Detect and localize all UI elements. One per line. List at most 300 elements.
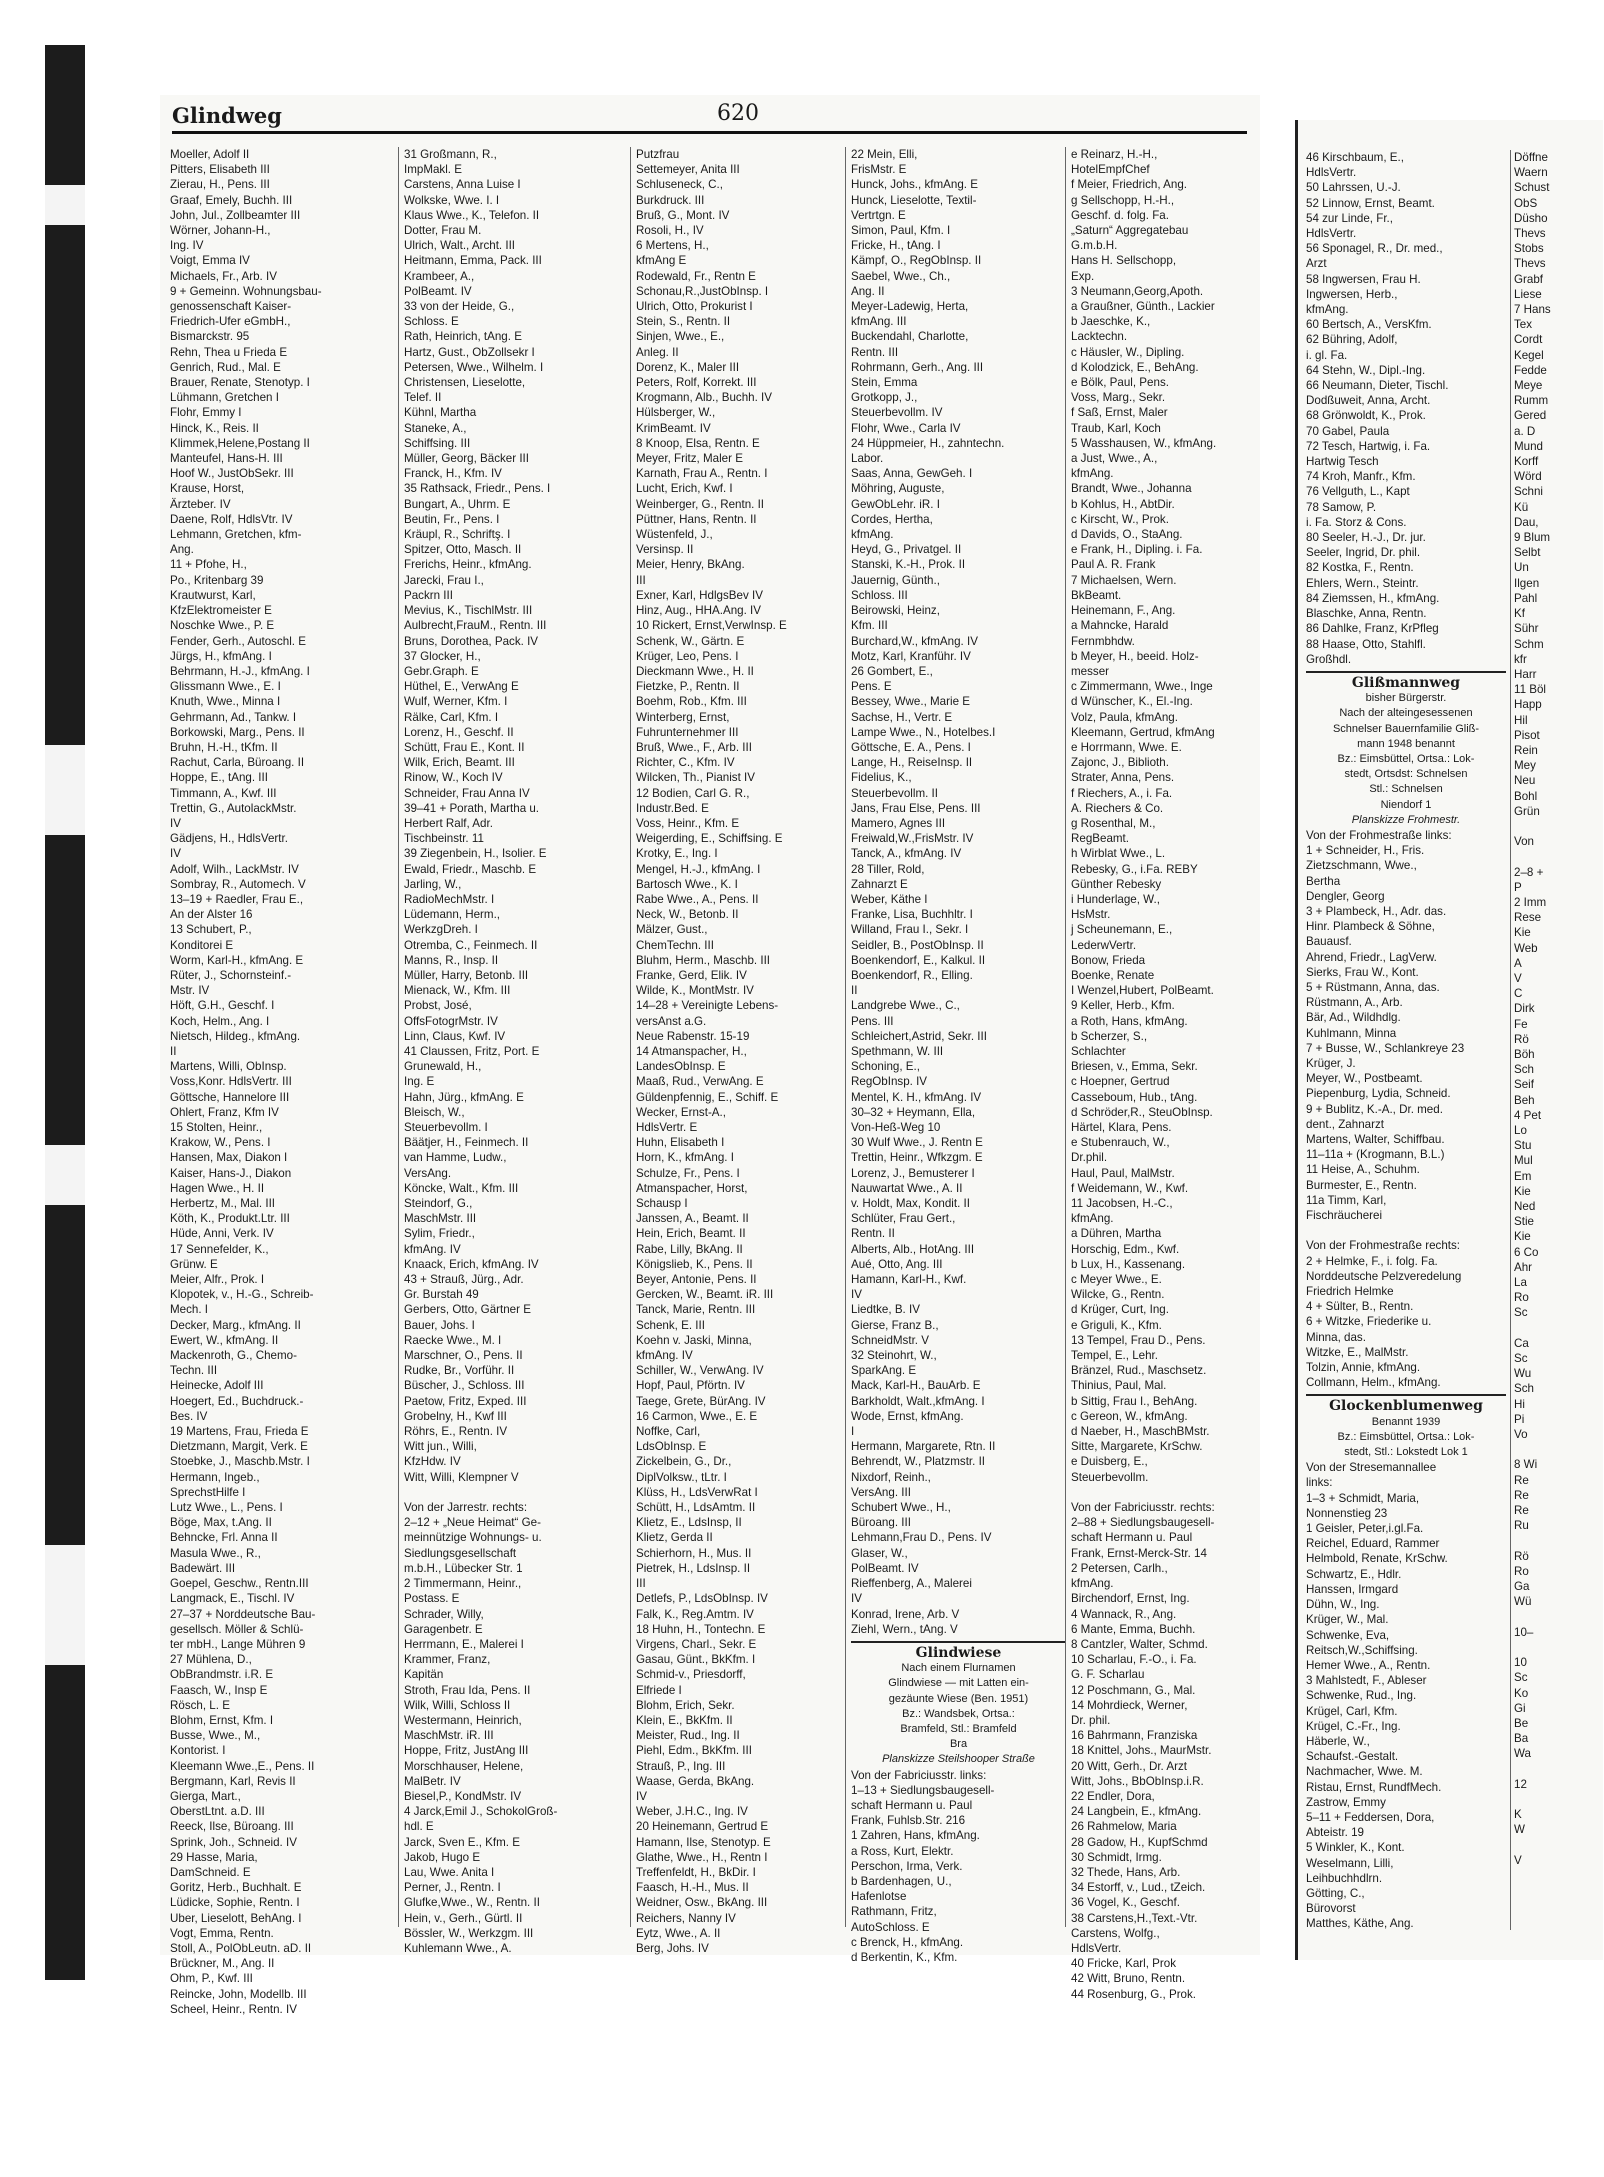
directory-entry: 18 Knittel, Johs., MaurMstr. bbox=[1071, 1744, 1212, 1758]
directory-entry: Barkholdt, Walt.,kfmAng. I bbox=[851, 1394, 985, 1408]
directory-entry: Bohl bbox=[1514, 789, 1538, 803]
directory-entry: Trettin, Heinr., Wfkzgm. E bbox=[851, 1151, 983, 1165]
directory-entry: SparkAng. E bbox=[851, 1364, 917, 1378]
directory-entry bbox=[1514, 849, 1604, 864]
directory-entry: Rein bbox=[1514, 743, 1538, 757]
directory-entry: Michaels, Fr., Arb. IV bbox=[170, 269, 277, 283]
directory-entry: Düsho bbox=[1514, 211, 1548, 225]
directory-entry: 17 Sennefelder, K., bbox=[170, 1242, 269, 1256]
directory-entry: 50 Lahrssen, U.-J. bbox=[1306, 181, 1401, 195]
directory-entry: Rosoli, H., IV bbox=[636, 224, 704, 238]
directory-entry: d Kolodzick, E., BehAng. bbox=[1071, 360, 1199, 374]
directory-entry: 39–41 + Porath, Martha u. bbox=[404, 801, 540, 815]
street-intro-line: Benannt 1939 bbox=[1371, 1415, 1441, 1428]
directory-entry: 19 Martens, Frau, Frieda E bbox=[170, 1425, 309, 1439]
directory-entry: Schust bbox=[1514, 181, 1550, 195]
directory-entry: Rentn. III bbox=[851, 345, 899, 359]
directory-entry: Mack, Karl-H., BauArb. E bbox=[851, 1379, 981, 1393]
directory-entry: f Saß, Ernst, Maler bbox=[1071, 406, 1168, 420]
directory-entry: Kühnl, Martha bbox=[404, 406, 477, 420]
directory-entry: Rälke, Carl, Kfm. I bbox=[404, 710, 499, 724]
street-title: Glindweg bbox=[172, 103, 282, 128]
directory-entry: Putzfrau bbox=[636, 148, 680, 161]
directory-entry: Aulbrecht,FrauM., Rentn. III bbox=[404, 619, 547, 633]
directory-entry: kfmAng E bbox=[636, 254, 687, 268]
directory-entry: Hamann, Ilse, Stenotyp. E bbox=[636, 1835, 771, 1849]
directory-entry: Krügel, C.-Fr., Ing. bbox=[1306, 1719, 1401, 1733]
directory-entry: Neck, W., Betonb. II bbox=[636, 908, 739, 922]
directory-entry: Maaß, Rud., VerwAng. E bbox=[636, 1075, 764, 1089]
directory-entry: WerkzgDreh. I bbox=[404, 923, 478, 937]
directory-entry: Huhn, Elisabeth I bbox=[636, 1136, 725, 1150]
directory-entry: Weinberger, G., Rentn. II bbox=[636, 497, 765, 511]
directory-entry: d Wünscher, K., El.-Ing. bbox=[1071, 695, 1193, 709]
directory-entry: d Naeber, H., MaschBMstr. bbox=[1071, 1425, 1210, 1439]
directory-entry: Arzt bbox=[1306, 257, 1327, 271]
directory-entry: Helmbold, Renate, KrSchw. bbox=[1306, 1552, 1448, 1566]
directory-entry: 82 Kostka, F., Rentn. bbox=[1306, 561, 1414, 575]
directory-entry: Bonow, Frieda bbox=[1071, 953, 1146, 967]
directory-entry: PolBeamt. IV bbox=[404, 284, 472, 298]
directory-entry: Konditorei E bbox=[170, 938, 234, 952]
directory-entry: 88 Haase, Otto, Stahlfl. bbox=[1306, 637, 1426, 651]
street-heading: Glockenblumenweg bbox=[1306, 1394, 1506, 1414]
directory-entry: A bbox=[1514, 956, 1522, 970]
directory-entry: Weber, J.H.C., Ing. IV bbox=[636, 1805, 748, 1819]
directory-entry: Von der Frohmestraße links: bbox=[1306, 828, 1452, 842]
directory-entry: Rentn. II bbox=[851, 1227, 895, 1241]
directory-entry: Hagen Wwe., H. II bbox=[170, 1181, 265, 1195]
directory-entry: 13 Tempel, Frau D., Pens. bbox=[1071, 1333, 1206, 1347]
directory-entry: Ingwersen, Herb., bbox=[1306, 287, 1398, 301]
directory-entry: Waern bbox=[1514, 166, 1548, 180]
directory-entry: Witt, Johs., BbObInsp.i.R. bbox=[1071, 1774, 1204, 1788]
directory-entry: A. Riechers & Co. bbox=[1071, 801, 1164, 815]
directory-entry: 43 + Strauß, Jürg., Adr. bbox=[404, 1273, 524, 1287]
directory-entry: a Just, Wwe., A., bbox=[1071, 452, 1158, 466]
directory-entry: 11a Timm, Karl, bbox=[1306, 1193, 1387, 1207]
directory-entry: Seidler, B., PostObInsp. II bbox=[851, 938, 984, 952]
directory-entry: Von-Heß-Weg 10 bbox=[851, 1121, 941, 1134]
directory-entry: Kf bbox=[1514, 607, 1525, 621]
next-page-column-1 bbox=[1306, 150, 1506, 1930]
directory-entry: 5 Wasshausen, W., kfmAng. bbox=[1071, 436, 1217, 450]
directory-entry: Saebel, Wwe., Ch., bbox=[851, 269, 951, 283]
directory-entry: Rinow, W., Koch IV bbox=[404, 771, 503, 785]
directory-entry: Götting, C., bbox=[1306, 1886, 1365, 1900]
directory-entry: Gebr.Graph. E bbox=[404, 664, 479, 678]
directory-entry: I bbox=[851, 1425, 855, 1439]
directory-entry: Bismarckstr. 95 bbox=[170, 330, 250, 344]
directory-entry: GewObLehr. iR. I bbox=[851, 497, 940, 511]
directory-entry: f Riechers, A., i. Fa. bbox=[1071, 786, 1173, 800]
directory-entry: Schluseneck, C., bbox=[636, 178, 723, 192]
directory-entry: schaft Hermann u. Paul bbox=[1071, 1531, 1193, 1545]
directory-entry: Koch, Helm., Ang. I bbox=[170, 1014, 270, 1028]
directory-entry: Meye bbox=[1514, 379, 1543, 393]
directory-entry bbox=[404, 1485, 629, 1500]
directory-entry: Fernmbhdw. bbox=[1071, 634, 1135, 648]
directory-entry: Meyer, W., Postbeamt. bbox=[1306, 1072, 1423, 1086]
directory-entry: Falk, K., Reg.Amtm. IV bbox=[636, 1607, 754, 1621]
directory-entry: e Duisberg, E., bbox=[1071, 1455, 1148, 1469]
directory-entry: Schoning, E., bbox=[851, 1060, 920, 1074]
directory-entry: 1 Zahren, Hans, kfmAng. bbox=[851, 1829, 980, 1843]
directory-entry: Haul, Paul, MalMstr. bbox=[1071, 1166, 1175, 1180]
directory-entry: Knaack, Erich, kfmAng. IV bbox=[404, 1257, 539, 1271]
directory-entry: Bruns, Dorothea, Pack. IV bbox=[404, 634, 539, 648]
directory-entry: ImpMakl. E bbox=[404, 163, 462, 177]
directory-entry: Ko bbox=[1514, 1686, 1529, 1700]
directory-entry: 28 Gadow, H., KupfSchmd bbox=[1071, 1835, 1208, 1849]
directory-entry: kfmAng. bbox=[1071, 1577, 1114, 1591]
directory-entry: Rö bbox=[1514, 1032, 1529, 1046]
binding-strip bbox=[45, 45, 85, 1980]
directory-entry: Königslieb, K., Pens. II bbox=[636, 1257, 753, 1271]
directory-entry: Nachmacher, Wwe. M. bbox=[1306, 1765, 1423, 1779]
directory-entry: Pi bbox=[1514, 1412, 1525, 1426]
directory-entry: Strater, Anna, Pens. bbox=[1071, 771, 1175, 785]
directory-entry: Wü bbox=[1514, 1595, 1532, 1609]
directory-entry: c Brenck, H., kfmAng. bbox=[851, 1935, 964, 1949]
directory-entry: Gasau, Günt., BkKfm. I bbox=[636, 1653, 756, 1667]
directory-entry: 27 Mühlena, D., bbox=[170, 1653, 252, 1667]
directory-entry: kfr bbox=[1514, 652, 1527, 666]
directory-entry: Exp. bbox=[1071, 269, 1095, 283]
directory-entry: Schwartz, E., Hdlr. bbox=[1306, 1567, 1402, 1581]
directory-entry: G.m.b.H. bbox=[1071, 239, 1118, 253]
directory-entry: Schütt, H., LdsAmtm. II bbox=[636, 1501, 756, 1515]
directory-entry: MalBetr. IV bbox=[404, 1774, 461, 1788]
directory-entry: Burmester, E., Rentn. bbox=[1306, 1178, 1417, 1192]
directory-entry: Konrad, Irene, Arb. V bbox=[851, 1607, 960, 1621]
directory-entry: 11 Heise, A., Schuhm. bbox=[1306, 1163, 1420, 1177]
directory-entry: Meister, Rud., Ing. II bbox=[636, 1729, 740, 1743]
directory-entry: Jürgs, H., kfmAng. I bbox=[170, 649, 272, 663]
directory-entry: Hermann, Margarete, Rtn. II bbox=[851, 1440, 996, 1454]
directory-entry: Krogmann, Alb., Buchh. IV bbox=[636, 391, 772, 405]
directory-entry: 52 Linnow, Ernst, Beamt. bbox=[1306, 196, 1435, 210]
directory-entry: Jakob, Hugo E bbox=[404, 1850, 481, 1864]
directory-entry: Nietsch, Hildeg., kfmAng. bbox=[170, 1029, 301, 1043]
directory-entry: Hopf, Paul, Pförtn. IV bbox=[636, 1379, 745, 1393]
directory-entry: HotelEmpfChef bbox=[1071, 163, 1150, 177]
directory-entry: Faasch, W., Insp E bbox=[170, 1683, 268, 1697]
directory-entry: Eytz, Wwe., A. II bbox=[636, 1926, 721, 1940]
directory-entry: 9 Keller, Herb., Kfm. bbox=[1071, 999, 1175, 1013]
directory-entry: Herbert Ralf, Adr. bbox=[404, 816, 493, 830]
directory-entry: Fedde bbox=[1514, 363, 1547, 377]
directory-entry: Flohr, Emmy I bbox=[170, 406, 242, 420]
directory-entry: Krüger, J. bbox=[1306, 1056, 1356, 1070]
directory-entry: v. Holdt, Max, Kondit. II bbox=[851, 1197, 970, 1211]
directory-entry: Mund bbox=[1514, 439, 1544, 453]
directory-entry: Dirk bbox=[1514, 1002, 1535, 1016]
street-intro-line: Nach der alteingesessenen bbox=[1339, 707, 1473, 720]
directory-entry: e Reinarz, H.-H., bbox=[1071, 148, 1158, 161]
directory-entry: Büroang. III bbox=[851, 1516, 911, 1530]
directory-entry: Meier, Henry, BkAng. bbox=[636, 558, 745, 572]
directory-entry: Garagenbetr. E bbox=[404, 1622, 483, 1636]
directory-entry: KrimBeamt. IV bbox=[636, 421, 711, 435]
directory-entry: Schenk, W., Gärtn. E bbox=[636, 634, 745, 648]
directory-entry: Weselmann, Lilli, bbox=[1306, 1856, 1394, 1870]
directory-entry: Weigerding, E., Schiffsing. E bbox=[636, 832, 783, 846]
street-intro-line: Bz.: Eimsbüttel, Ortsa.: Lok- bbox=[1337, 1430, 1475, 1443]
directory-entry: Reichers, Nanny IV bbox=[636, 1911, 736, 1925]
directory-entry: Klein, E., BkKfm. II bbox=[636, 1713, 733, 1727]
directory-entry: 74 Kroh, Manfr., Kfm. bbox=[1306, 470, 1416, 484]
directory-entry: Goepel, Geschw., Rentn.III bbox=[170, 1577, 309, 1591]
directory-entry: Krüger, W., Mal. bbox=[1306, 1613, 1389, 1627]
street-intro-line: stedt, Stl.: Lokstedt Lok 1 bbox=[1344, 1446, 1468, 1459]
directory-entry: 9 + Gemeinn. Wohnungsbau- bbox=[170, 284, 322, 298]
directory-entry: Rüstmann, A., Arb. bbox=[1306, 996, 1403, 1010]
directory-entry: 14 Atmanspacher, H., bbox=[636, 1044, 747, 1058]
directory-entry: 76 Vellguth, L., Kapt bbox=[1306, 485, 1410, 499]
directory-entry: e Frank, H., Dipling. i. Fa. bbox=[1071, 543, 1203, 557]
directory-entry: Dorenz, K., Maler III bbox=[636, 360, 740, 374]
directory-entry: Bauausf. bbox=[1306, 935, 1352, 949]
directory-entry: Treffenfeldt, H., BkDir. I bbox=[636, 1865, 756, 1879]
directory-entry: Behncke, Frl. Anna II bbox=[170, 1531, 278, 1545]
directory-entry: Alberts, Alb., HotAng. III bbox=[851, 1242, 975, 1256]
directory-entry: schaft Hermann u. Paul bbox=[851, 1798, 973, 1812]
directory-entry: Glufke,Wwe., W., Rentn. II bbox=[404, 1896, 540, 1910]
directory-entry: Boenkendorf, R., Elling. bbox=[851, 968, 973, 982]
directory-entry: Morschhauser, Helene, bbox=[404, 1759, 524, 1773]
directory-entry: kfmAng. IV bbox=[636, 1349, 693, 1363]
directory-entry: HsMstr. bbox=[1071, 908, 1111, 922]
next-page-column-2 bbox=[1510, 150, 1604, 1930]
directory-entry: Sachse, H., Vertr. E bbox=[851, 710, 953, 724]
directory-entry: Gierse, Franz B., bbox=[851, 1318, 939, 1332]
directory-entry: Bes. IV bbox=[170, 1409, 208, 1423]
directory-entry: Beutin, Fr., Pens. I bbox=[404, 512, 500, 526]
directory-entry: Klüss, H., LdsVerwRat I bbox=[636, 1485, 758, 1499]
directory-entry: Heinemann, F., Ang. bbox=[1071, 604, 1176, 618]
directory-entry: Industr.Bed. E bbox=[636, 801, 709, 815]
directory-entry: Stroth, Frau Ida, Pens. II bbox=[404, 1683, 531, 1697]
directory-entry: 13 Schubert, P., bbox=[170, 923, 252, 937]
directory-entry: LandesObInsp. E bbox=[636, 1060, 726, 1074]
directory-entry: Tanck, Marie, Rentn. III bbox=[636, 1303, 756, 1317]
directory-entry: Sch bbox=[1514, 1382, 1534, 1396]
directory-entry: 8 Cantzler, Walter, Schmd. bbox=[1071, 1637, 1208, 1651]
directory-entry: c Zimmermann, Wwe., Inge bbox=[1071, 680, 1213, 694]
directory-entry: Klietz, Gerda II bbox=[636, 1531, 713, 1545]
directory-entry: Frank, Ernst-Merck-Str. 14 bbox=[1071, 1546, 1207, 1560]
directory-entry: Sühr bbox=[1514, 622, 1539, 636]
directory-entry: Voss,Konr. HdlsVertr. III bbox=[170, 1075, 292, 1089]
directory-entry: Boehm, Rob., Kfm. III bbox=[636, 695, 747, 709]
directory-entry: 68 Grönwoldt, K., Prok. bbox=[1306, 409, 1426, 423]
directory-entry: Bertha bbox=[1306, 874, 1341, 888]
directory-entry: Cordt bbox=[1514, 333, 1543, 347]
directory-entry: Genrich, Rud., Mal. E bbox=[170, 360, 281, 374]
directory-entry: Wa bbox=[1514, 1747, 1531, 1761]
directory-entry: Grünw. E bbox=[170, 1257, 218, 1271]
directory-entry: Bessey, Wwe., Marie E bbox=[851, 695, 970, 709]
directory-entry: G. F. Scharlau bbox=[1071, 1668, 1145, 1682]
directory-entry: Telef. II bbox=[404, 391, 442, 405]
directory-entry: messer bbox=[1071, 664, 1110, 678]
directory-entry: Müller, Harry, Betonb. III bbox=[404, 968, 529, 982]
directory-entry: Carstens, Anna Luise I bbox=[404, 178, 521, 192]
directory-entry: Noffke, Carl, bbox=[636, 1425, 701, 1439]
directory-entry: Mul bbox=[1514, 1154, 1533, 1168]
directory-entry: HdlsVertr. bbox=[1071, 1941, 1122, 1955]
directory-entry: Happ bbox=[1514, 698, 1542, 712]
directory-entry: Karnath, Frau A., Rentn. I bbox=[636, 467, 768, 481]
directory-entry: Lorenz, J., Bemusterer I bbox=[851, 1166, 975, 1180]
directory-entry: 10 Rickert, Ernst,VerwInsp. E bbox=[636, 619, 787, 633]
directory-entry: Schiller, W., VerwAng. IV bbox=[636, 1364, 764, 1378]
directory-entry: Krügel, Carl, Kfm. bbox=[1306, 1704, 1398, 1718]
directory-entry: HdlsVertr. bbox=[1306, 166, 1357, 180]
directory-entry: 14–28 + Vereinigte Lebens- bbox=[636, 999, 779, 1013]
directory-entry: c Häusler, W., Dipling. bbox=[1071, 345, 1185, 359]
directory-entry: Krüger, Leo, Pens. I bbox=[636, 649, 739, 663]
directory-entry: Grobelny, H., Kwf III bbox=[404, 1409, 507, 1423]
directory-entry: Anleg. II bbox=[636, 345, 679, 359]
directory-entry: Bär, Ad., Wildhdlg. bbox=[1306, 1011, 1401, 1025]
directory-entry: Flohr, Wwe., Carla IV bbox=[851, 421, 961, 435]
directory-entry: Heinecke, Adolf III bbox=[170, 1379, 264, 1393]
directory-entry: Em bbox=[1514, 1169, 1532, 1183]
directory-entry: Zajonc, J., Biblioth. bbox=[1071, 756, 1169, 770]
directory-entry: K bbox=[1514, 1808, 1522, 1822]
directory-entry: Pietrek, H., LdsInsp. II bbox=[636, 1561, 751, 1575]
directory-entry: Exner, Karl, HdlgsBev IV bbox=[636, 588, 763, 602]
directory-entry: Ing. E bbox=[404, 1075, 435, 1089]
directory-entry: 1–13 + Siedlungsbaugesell- bbox=[851, 1783, 995, 1797]
directory-entry: Hahn, Jürg., kfmAng. E bbox=[404, 1090, 524, 1104]
directory-entry: Lau, Wwe. Anita I bbox=[404, 1865, 495, 1879]
directory-entry: g Rosenthal, M., bbox=[1071, 816, 1156, 830]
directory-entry: Franck, H., Kfm. IV bbox=[404, 467, 502, 481]
directory-entry: Köth, K., Produkt.Ltr. III bbox=[170, 1212, 290, 1226]
directory-entry: 41 Claussen, Fritz, Port. E bbox=[404, 1044, 540, 1058]
directory-entry: IV bbox=[851, 1592, 862, 1606]
directory-entry: Stoebke, J., Maschb.Mstr. I bbox=[170, 1455, 310, 1469]
street-intro-line: Bra bbox=[949, 1738, 968, 1751]
directory-entry: hdl. E bbox=[404, 1820, 434, 1834]
directory-entry: 13–19 + Raedler, Frau E., bbox=[170, 892, 304, 906]
directory-entry: 6 + Witzke, Friederike u. bbox=[1306, 1315, 1432, 1329]
directory-entry: Dieckmann Wwe., H. II bbox=[636, 664, 754, 678]
directory-entry: Stanski, K.-H., Prok. II bbox=[851, 558, 966, 572]
directory-entry: kfmAng. IV bbox=[404, 1242, 461, 1256]
directory-entry: Lucht, Erich, Kwf. I bbox=[636, 482, 733, 496]
directory-entry: a Roth, Hans, kfmAng. bbox=[1071, 1014, 1188, 1028]
directory-entry: Ang. bbox=[170, 543, 194, 557]
directory-entry: Dühn, W., Ing. bbox=[1306, 1598, 1380, 1612]
directory-entry: Schni bbox=[1514, 485, 1544, 499]
street-heading: Glindwiese bbox=[851, 1641, 1066, 1661]
directory-entry: Neu bbox=[1514, 774, 1536, 788]
directory-entry: Böh bbox=[1514, 1047, 1535, 1061]
directory-entry: Stu bbox=[1514, 1139, 1532, 1153]
directory-entry: ChemTechn. III bbox=[636, 938, 714, 952]
directory-entry: Fe bbox=[1514, 1017, 1528, 1031]
directory-entry: 78 Samow, P. bbox=[1306, 500, 1377, 514]
directory-entry: Wulf, Werner, Kfm. I bbox=[404, 695, 508, 709]
directory-entry: Gierga, Mart., bbox=[170, 1789, 241, 1803]
directory-entry: Häberle, W., bbox=[1306, 1734, 1370, 1748]
directory-entry: Schenk, E. III bbox=[636, 1318, 705, 1332]
directory-entry: Steuerbevollm. IV bbox=[851, 406, 943, 420]
directory-entry: Spethmann, W. III bbox=[851, 1044, 944, 1058]
directory-entry: „Saturn“ Aggregatebau bbox=[1071, 224, 1189, 238]
directory-entry: Zickelbein, G., Dr., bbox=[636, 1455, 732, 1469]
page-number: 620 bbox=[717, 101, 759, 126]
directory-entry: b Meyer, H., beeid. Holz- bbox=[1071, 649, 1199, 663]
directory-entry: Bruß, G., Mont. IV bbox=[636, 208, 730, 222]
directory-entry: Reitsch,W.,Schiffsing. bbox=[1306, 1643, 1418, 1657]
directory-entry: Hans H. Sellschopp, bbox=[1071, 254, 1177, 268]
directory-entry: 5 Winkler, K., Kont. bbox=[1306, 1841, 1405, 1855]
directory-entry: Motz, Karl, Kranführ. IV bbox=[851, 649, 971, 663]
directory-entry: Badewärt. III bbox=[170, 1561, 236, 1575]
directory-entry: Behrendt, W., Platzmstr. II bbox=[851, 1455, 986, 1469]
directory-entry: Glaser, W., bbox=[851, 1546, 908, 1560]
directory-entry: Daene, Rolf, HdlsVtr. IV bbox=[170, 512, 293, 526]
directory-entry: Nonnenstieg 23 bbox=[1306, 1506, 1388, 1520]
directory-entry: Dengler, Georg bbox=[1306, 889, 1385, 903]
directory-entry: SchneidMstr. V bbox=[851, 1333, 929, 1347]
directory-entry: Müller, Georg, Bäcker III bbox=[404, 452, 530, 466]
directory-entry: Ulrich, Otto, Prokurist I bbox=[636, 300, 753, 314]
directory-entry: Krause, Horst, bbox=[170, 482, 245, 496]
directory-entry bbox=[1071, 1485, 1261, 1500]
directory-entry: Stein, S., Rentn. II bbox=[636, 315, 731, 329]
directory-entry: Witt, Willi, Klempner V bbox=[404, 1470, 519, 1484]
directory-entry: Sc bbox=[1514, 1352, 1528, 1366]
directory-entry: Buckendahl, Charlotte, bbox=[851, 330, 969, 344]
directory-entry: Grabf bbox=[1514, 272, 1543, 286]
directory-entry: Mienack, W., Kfm. III bbox=[404, 984, 511, 998]
directory-entry: Leihbuchhdlrn. bbox=[1306, 1871, 1383, 1885]
directory-entry: Po., Kritenbarg 39 bbox=[170, 573, 264, 587]
directory-entry: Hoegert, Ed., Buchdruck.- bbox=[170, 1394, 304, 1408]
directory-entry: i. gl. Fa. bbox=[1306, 348, 1348, 362]
directory-entry: RegBeamt. bbox=[1071, 832, 1129, 846]
directory-entry: Köncke, Walt., Kfm. III bbox=[404, 1181, 519, 1195]
directory-entry: Fidelius, K., bbox=[851, 771, 912, 785]
directory-entry: 32 Thede, Hans, Arb. bbox=[1071, 1865, 1181, 1879]
directory-entry: Stobs bbox=[1514, 242, 1544, 256]
directory-entry: a Mahncke, Harald bbox=[1071, 619, 1169, 633]
directory-entry: Brückner, M., Ang. II bbox=[170, 1957, 275, 1971]
directory-entry: Gehrmann, Ad., Tankw. I bbox=[170, 710, 297, 724]
directory-entry: 20 Heinemann, Gertrud E bbox=[636, 1820, 769, 1834]
directory-entry: Trettin, G., AutolackMstr. bbox=[170, 801, 297, 815]
directory-entry: Schloss. E bbox=[404, 315, 459, 329]
directory-entry: 9 + Bublitz, K.-A., Dr. med. bbox=[1306, 1102, 1443, 1116]
directory-entry: Techn. III bbox=[170, 1364, 218, 1378]
directory-entry: Nixdorf, Reinh., bbox=[851, 1470, 931, 1484]
directory-entry: 7 + Busse, W., Schlankreye 23 bbox=[1306, 1041, 1465, 1055]
directory-entry: e Griguli, K., Kfm. bbox=[1071, 1318, 1162, 1332]
directory-entry: Schonau,R.,JustObInsp. I bbox=[636, 284, 769, 298]
column-4 bbox=[845, 147, 1066, 1964]
directory-entry: Beh bbox=[1514, 1093, 1535, 1107]
street-heading: Glißmannweg bbox=[1306, 671, 1506, 691]
directory-entry: P bbox=[1514, 880, 1522, 894]
directory-entry: Meier, Alfr., Prok. I bbox=[170, 1273, 265, 1287]
directory-entry: Günther Rebesky bbox=[1071, 877, 1162, 891]
